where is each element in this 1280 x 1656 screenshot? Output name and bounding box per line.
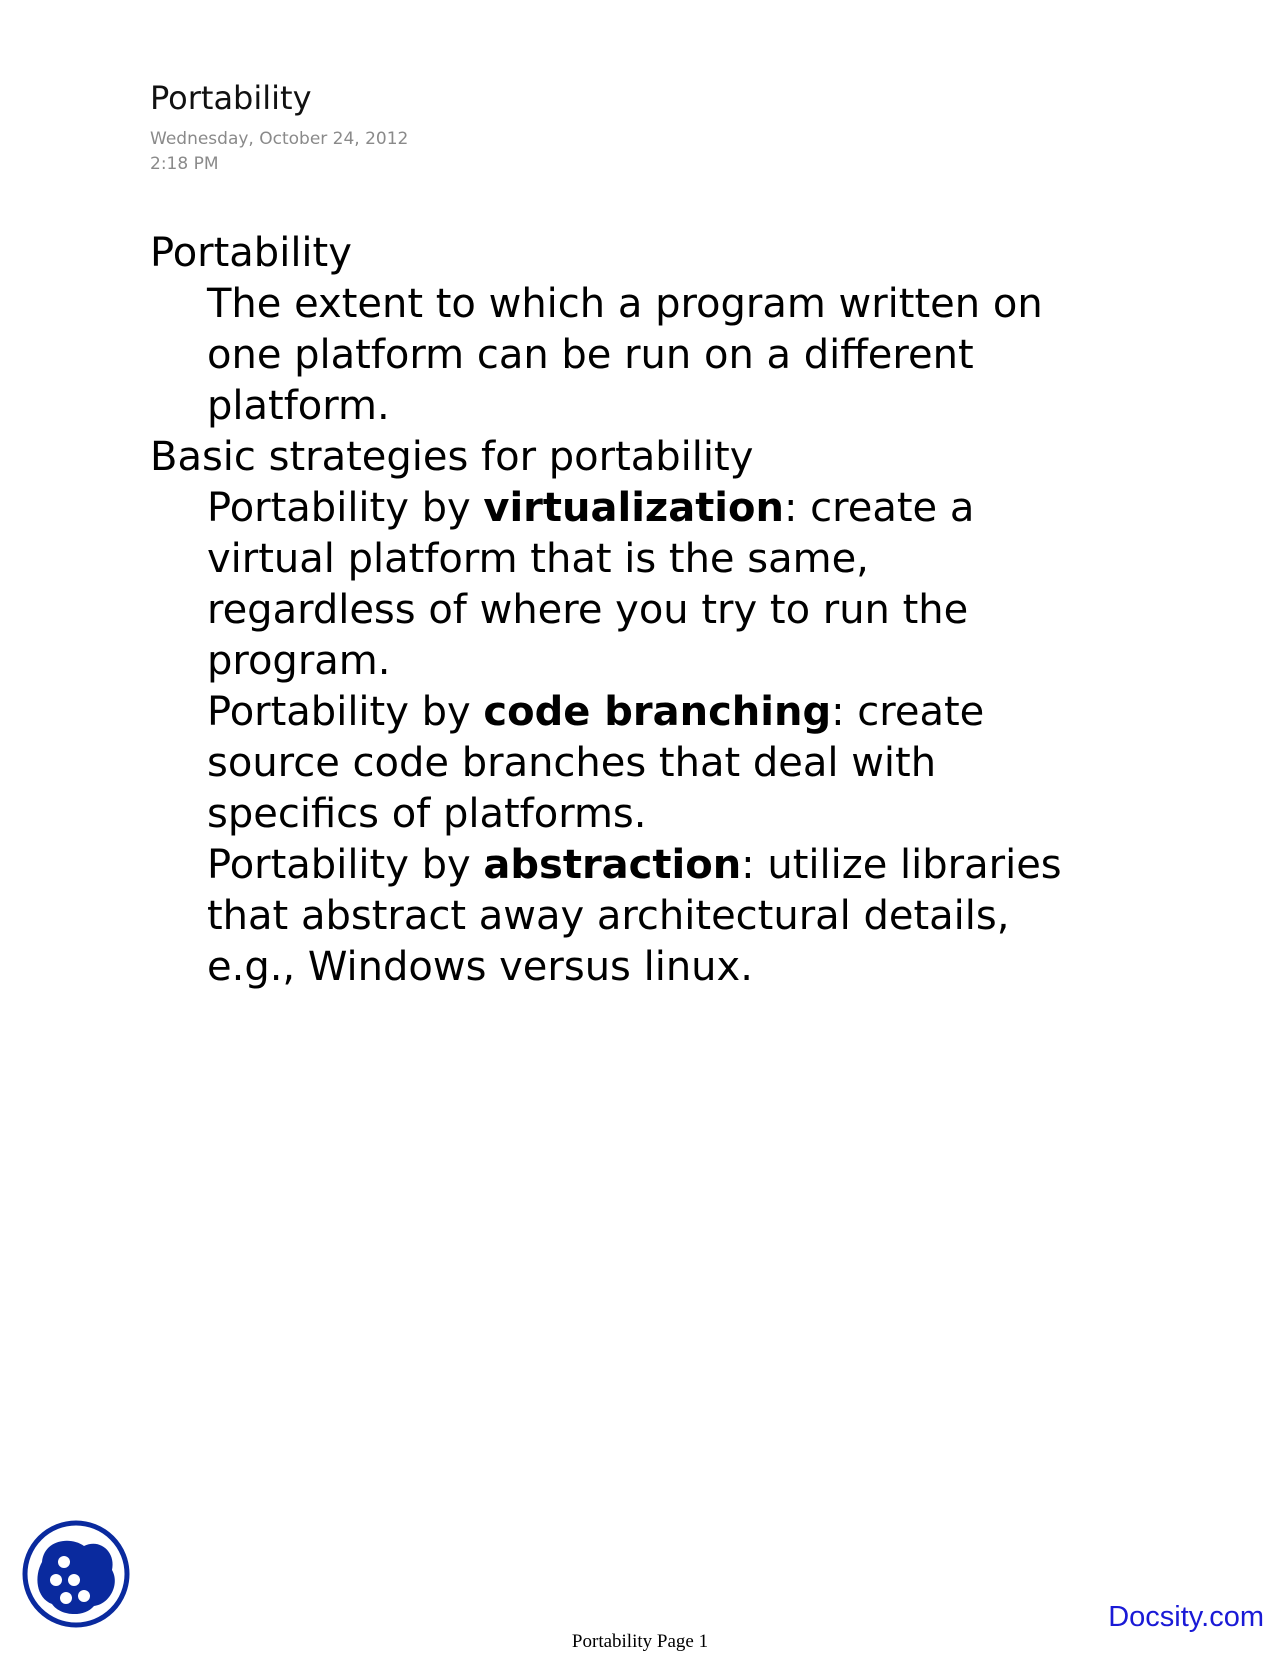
strategy-code-branching [150,687,1150,738]
logo-graphic [20,1518,132,1630]
strategy-line: that abstract away architectural details, [207,893,1010,939]
strategy-line: regardless of where you try to run the [207,587,969,633]
strategy-line: source code branches that deal with [207,740,937,786]
strategy-rest: : utilize libraries [741,842,1062,888]
strategy-line: program. [207,638,391,684]
note-body [150,228,1150,993]
definition-line: one platform can be run on a different [207,332,974,378]
strategy-rest: : create a [783,485,975,531]
strategy-line: specifics of platforms. [207,791,647,837]
strategy-line: virtual platform that is the same, [207,536,869,582]
definition-line: The extent to which a program written on [207,281,1043,327]
strategy-abstraction [150,840,1150,891]
strategy-virtualization [150,483,1150,534]
page-footer: Portability Page 1 [571,1631,709,1652]
strategy-term: virtualization [483,485,784,531]
docsity-logo-icon[interactable] [20,1518,132,1630]
strategy-prefix: Portability by [207,842,484,888]
section-heading: Portability [150,230,352,276]
docsity-link[interactable]: Docsity.com [1108,1601,1264,1633]
strategy-prefix: Portability by [207,485,484,531]
strategy-prefix: Portability by [207,689,484,735]
section-heading: Basic strategies for portability [150,434,754,480]
strategy-rest: : create [831,689,985,735]
strategy-term: abstraction [483,842,742,888]
strategy-line: e.g., Windows versus linux. [207,944,753,990]
note-date: Wednesday, October 24, 2012 [150,129,409,149]
definition-line: platform. [207,383,390,429]
note-time: 2:18 PM [150,154,219,174]
strategy-term: code branching [483,689,832,735]
page-title: Portability [150,79,312,117]
